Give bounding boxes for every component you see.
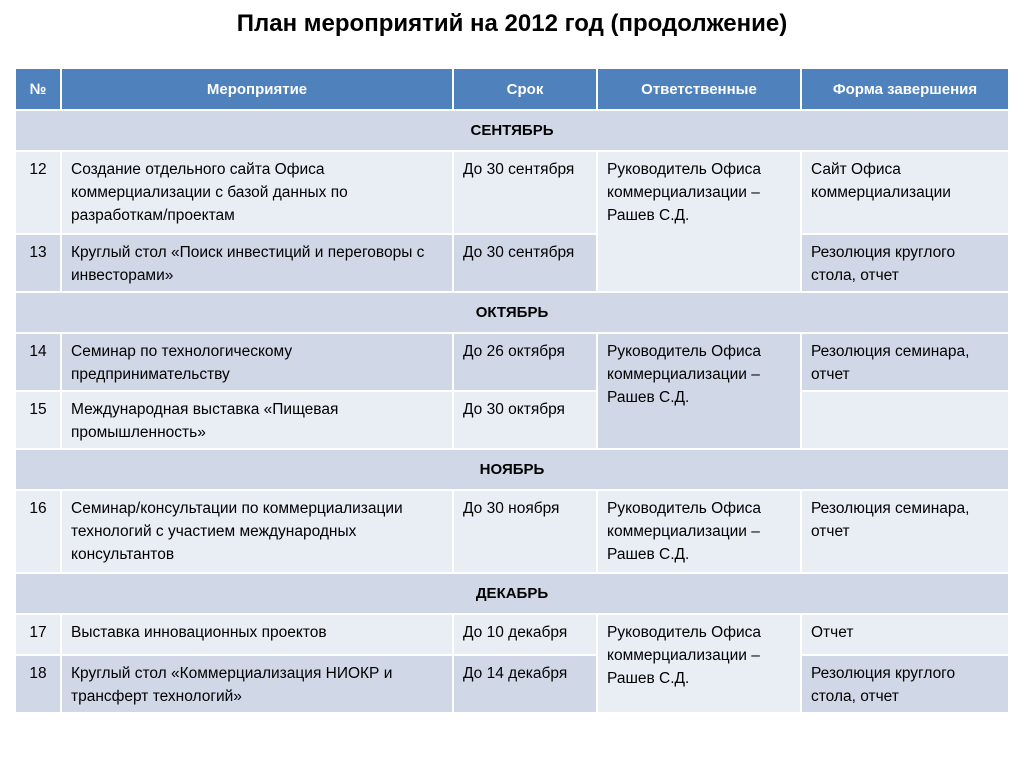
month-label: СЕНТЯБРЬ xyxy=(15,110,1009,151)
completion-form-cell: Отчет xyxy=(801,614,1009,655)
month-label: ДЕКАБРЬ xyxy=(15,573,1009,614)
completion-form-cell: Сайт Офиса коммерциализации xyxy=(801,151,1009,234)
event-cell: Семинар/консультации по коммерциализации технологий с участием международных консультантов xyxy=(61,490,453,573)
event-cell: Выставка инновационных проектов xyxy=(61,614,453,655)
row-number: 15 xyxy=(15,391,61,449)
events-plan-table xyxy=(14,67,1010,714)
page-title: План мероприятий на 2012 год (продолжение) xyxy=(236,10,788,37)
responsible-cell: Руководитель Офиса коммерциализации – Рашев С.Д. xyxy=(597,333,801,449)
row-number: 18 xyxy=(15,655,61,713)
deadline-cell: До 30 сентября xyxy=(453,151,597,234)
month-label: НОЯБРЬ xyxy=(15,449,1009,490)
table-row xyxy=(15,614,1009,655)
month-row-september xyxy=(15,110,1009,151)
month-label: ОКТЯБРЬ xyxy=(15,292,1009,333)
table-row xyxy=(15,151,1009,234)
row-number: 14 xyxy=(15,333,61,391)
responsible-cell: Руководитель Офиса коммерциализации – Рашев С.Д. xyxy=(597,151,801,292)
row-number: 16 xyxy=(15,490,61,573)
table-row xyxy=(15,333,1009,391)
column-header-completion-form: Форма завершения xyxy=(801,68,1009,110)
deadline-cell: До 10 декабря xyxy=(453,614,597,655)
table-row xyxy=(15,490,1009,573)
completion-form-cell: Резолюция семинара, отчет xyxy=(801,333,1009,391)
responsible-cell: Руководитель Офиса коммерциализации – Рашев С.Д. xyxy=(597,614,801,713)
event-cell: Семинар по технологическому предпринимательству xyxy=(61,333,453,391)
column-header-responsible: Ответственные xyxy=(597,68,801,110)
month-row-october xyxy=(15,292,1009,333)
deadline-cell: До 30 октября xyxy=(453,391,597,449)
column-header-number: № xyxy=(15,68,61,110)
deadline-cell: До 30 ноября xyxy=(453,490,597,573)
event-cell: Круглый стол «Поиск инвестиций и переговоры с инвесторами» xyxy=(61,234,453,292)
completion-form-cell: Резолюция круглого стола, отчет xyxy=(801,234,1009,292)
table-row xyxy=(15,655,1009,713)
completion-form-cell: Резолюция круглого стола, отчет xyxy=(801,655,1009,713)
responsible-cell: Руководитель Офиса коммерциализации – Рашев С.Д. xyxy=(597,490,801,573)
completion-form-cell xyxy=(801,391,1009,449)
deadline-cell: До 30 сентября xyxy=(453,234,597,292)
event-cell: Круглый стол «Коммерциализация НИОКР и трансферт технологий» xyxy=(61,655,453,713)
event-cell: Создание отдельного сайта Офиса коммерциализации с базой данных по разработкам/проектам xyxy=(61,151,453,234)
month-row-december xyxy=(15,573,1009,614)
column-header-event: Мероприятие xyxy=(61,68,453,110)
row-number: 17 xyxy=(15,614,61,655)
month-row-november xyxy=(15,449,1009,490)
deadline-cell: До 26 октября xyxy=(453,333,597,391)
completion-form-cell: Резолюция семинара, отчет xyxy=(801,490,1009,573)
row-number: 13 xyxy=(15,234,61,292)
table-row xyxy=(15,234,1009,292)
event-cell: Международная выставка «Пищевая промышленность» xyxy=(61,391,453,449)
column-header-deadline: Срок xyxy=(453,68,597,110)
table-row xyxy=(15,391,1009,449)
table-header-row xyxy=(15,68,1009,110)
row-number: 12 xyxy=(15,151,61,234)
deadline-cell: До 14 декабря xyxy=(453,655,597,713)
